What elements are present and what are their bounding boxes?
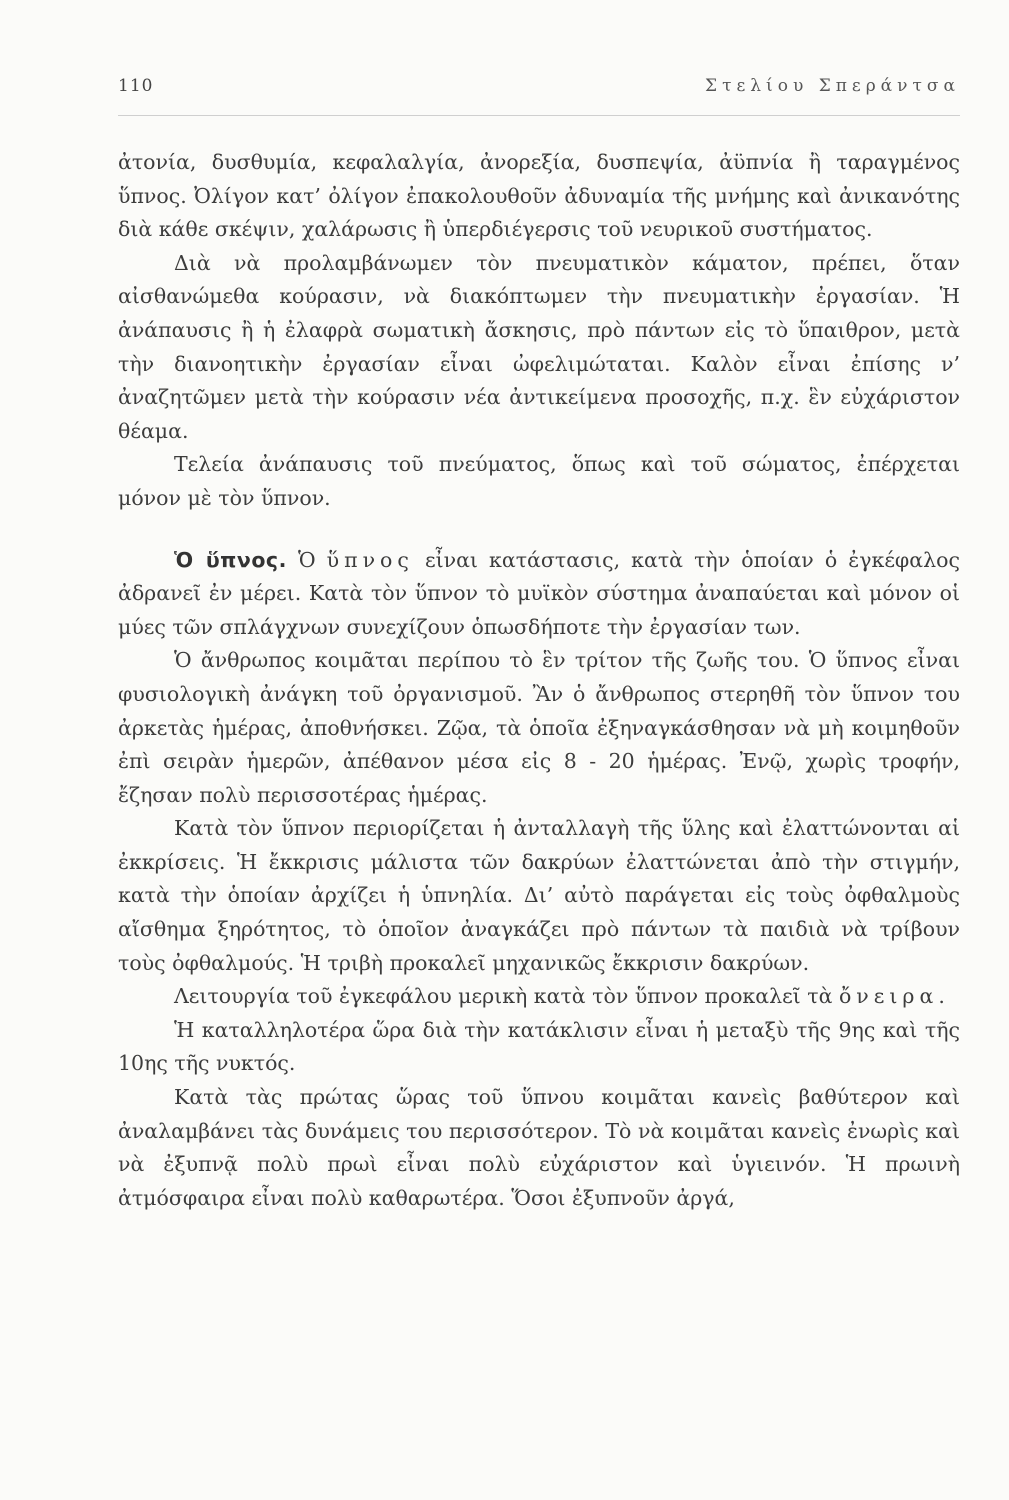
paragraph-3: Τελεία ἀνάπαυσις τοῦ πνεύματος, ὅπως καὶ τοῦ σώματος, ἐπέρχεται μόνον μὲ τὸν ὕπνον. — [118, 452, 960, 510]
paragraph-dreams — [118, 980, 960, 1014]
paragraph-5: Ὁ ἄνθρωπος κοιμᾶται περίπου τὸ ἓν τρίτον τῆς ζωῆς του. Ὁ ὕπνος εἶναι φυσιολογικὴ ἀνάγκη τοῦ ὀργανισμοῦ. Ἂν ὁ ἄνθρωπος στερηθῆ τὸν ὕπνον του ἀρκετὰς ἡμέρας, ἀποθνήσκει. Ζῷα, τὰ ὁποῖα ἐξηναγκάσθησαν νὰ μὴ κοιμηθοῦν ἐπὶ σειρὰν ἡμερῶν, ἀπέθανον μέσα εἰς 8 - 20 ἡμέρας. Ἐνῷ, χωρὶς τροφήν, ἔζησαν πολὺ περισσοτέρας ἡμέρας. — [118, 648, 960, 807]
paragraph-1: ἀτονία, δυσθυμία, κεφαλαλγία, ἀνορεξία, δυσπεψία, ἀϋπνία ἢ ταραγμένος ὕπνος. Ὀλίγον κατ’ ὀλίγον ἐπακολουθοῦν ἀδυναμία τῆς μνήμης καὶ ἀνικανότης διὰ κάθε σκέψιν, χαλάρωσις ἢ ὑπερδιέγερσις τοῦ νευρικοῦ συστήματος. — [118, 150, 960, 242]
running-head: Στελίου Σπεράντσα — [705, 76, 960, 96]
spaced-term-dreams: ὄνειρα. — [838, 984, 950, 1009]
sleep-definition-text: εἶναι κατάστασις, κατὰ τὴν ὁποίαν ὁ ἐγκέφαλος ἀδρανεῖ ἐν μέρει. Κατὰ τὸν ὕπνον τὸ μυϊκὸν σύστημα ἀναπαύεται καὶ μόνον οἱ μύες τῶν σπλάγχνων συνεχίζουν ὁπωσδήποτε τὴν ἐργασίαν των. — [118, 547, 960, 639]
paragraph-9: Κατὰ τὰς πρώτας ὥρας τοῦ ὕπνου κοιμᾶται κανεὶς βαθύτερον καὶ ἀναλαμβάνει τὰς δυνάμεις του περισσότερον. Τὸ νὰ κοιμᾶται κανεὶς ἐνωρὶς καὶ νὰ ἐξυπνᾷ πολὺ πρωὶ εἶναι πολὺ εὐχάριστον καὶ ὑγιεινόν. Ἡ πρωινὴ ἀτμόσφαιρα εἶναι πολὺ καθαρωτέρα. Ὅσοι ἐξυπνοῦν ἀργά, — [118, 1085, 960, 1210]
header-rule — [118, 115, 960, 116]
page-header — [118, 76, 960, 106]
dreams-text: Λειτουργία τοῦ ἐγκεφάλου μερικὴ κατὰ τὸν ὕπνον προκαλεῖ τὰ — [174, 984, 833, 1009]
paragraph-sleep-definition — [118, 544, 960, 645]
paragraph-8: Ἡ καταλληλοτέρα ὥρα διὰ τὴν κατάκλισιν εἶναι ἡ μεταξὺ τῆς 9ης καὶ τῆς 10ης τῆς νυκτός. — [118, 1017, 960, 1076]
paragraph-2: Διὰ νὰ προλαμβάνωμεν τὸν πνευματικὸν κάματον, πρέπει, ὅταν αἰσθανώμεθα κούρασιν, νὰ διακόπτωμεν τὴν πνευματικὴν ἐργασίαν. Ἡ ἀνάπαυσις ἢ ἡ ἐλαφρὰ σωματικὴ ἄσκησις, πρὸ πάντων εἰς τὸ ὕπαιθρον, μετὰ τὴν διανοητικὴν ἐργασίαν εἶναι ὠφελιμώταται. Καλὸν εἶναι ἐπίσης ν’ ἀναζητῶμεν μετὰ τὴν κούρασιν νέα ἀντικείμενα προσοχῆς, π.χ. ἓν εὐχάριστον θέαμα. — [118, 250, 960, 443]
page-number: 110 — [118, 76, 154, 96]
sleep-lead-article: Ὁ — [297, 547, 316, 572]
section-heading: Ὁ ὕπνος. — [174, 547, 287, 572]
paragraph-6: Κατὰ τὸν ὕπνον περιορίζεται ἡ ἀνταλλαγὴ τῆς ὕλης καὶ ἐλαττώνονται αἱ ἐκκρίσεις. Ἡ ἔκκρισις μάλιστα τῶν δακρύων ἐλαττώνεται ἀπὸ τὴν στιγμήν, κατὰ τὴν ὁποίαν ἀρχίζει ἡ ὑπνηλία. Δι’ αὐτὸ παράγεται εἰς τοὺς ὀφθαλμοὺς αἴσθημα ξηρότητος, τὸ ὁποῖον ἀναγκάζει πρὸ πάντων τὰ παιδιὰ νὰ τρίβουν τοὺς ὀφθαλμούς. Ἡ τριβὴ προκαλεῖ μηχανικῶς ἔκκρισιν δακρύων. — [118, 816, 960, 975]
spaced-term-sleep: ὕπνος — [326, 547, 414, 572]
page-body — [118, 146, 960, 1215]
section-gap — [118, 516, 960, 544]
